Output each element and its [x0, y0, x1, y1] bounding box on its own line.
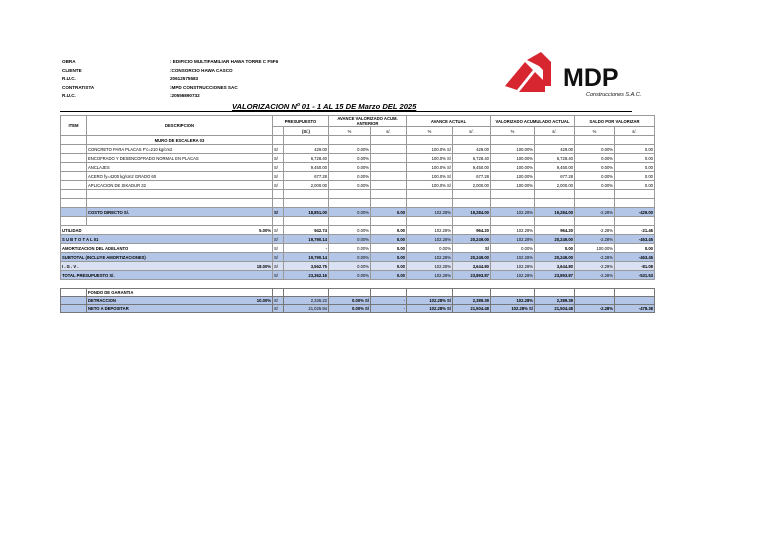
avance-actual-header: AVANCE ACTUAL — [407, 116, 491, 127]
saldo-value: -531.53 — [615, 271, 655, 280]
column-header-row — [61, 116, 655, 127]
anterior-value — [371, 163, 407, 172]
summary-label: AMORTIZACION DEL ADELANTO — [61, 244, 273, 253]
anterior-pct: 0.00% — [329, 145, 371, 154]
cell — [87, 217, 273, 226]
saldo-pct: 0.00% — [575, 154, 615, 163]
actual-value: 6,728.40 — [453, 154, 491, 163]
cell — [453, 199, 491, 208]
saldo-value: 0.00 — [615, 181, 655, 190]
header-label: R.U.C. — [62, 93, 76, 99]
cell — [575, 190, 615, 199]
acumulado-pct: 102.28% S/ — [491, 305, 535, 313]
saldo-pct: 0.00% — [575, 145, 615, 154]
anterior-value: 0.00 — [371, 244, 407, 253]
item-description: ACERO fy=4200 kg/cm2 GRADO 60 — [87, 172, 273, 181]
saldo-pct: 0.00% — [575, 181, 615, 190]
costo-directo-label: COSTO DIRECTO S/. — [87, 208, 273, 217]
acumulado-pct: 102.28% — [491, 297, 535, 305]
actual-value: 429.00 — [453, 145, 491, 154]
anterior-pct: 0.00% S/ — [329, 305, 371, 313]
cell — [491, 190, 535, 199]
cell — [371, 217, 407, 226]
anterior-pct: 0.00% S/ — [329, 297, 371, 305]
acumulado-value: 2,000.00 — [535, 181, 575, 190]
saldo-value: -21.46 — [615, 226, 655, 235]
actual-value: 9,450.00 — [453, 163, 491, 172]
cell — [371, 289, 407, 297]
summary-presupuesto: 19,790.14 — [284, 235, 329, 244]
summary-row — [61, 244, 655, 253]
presupuesto-value: 677.28 — [284, 172, 329, 181]
actual-value: 2,000.00 — [453, 181, 491, 190]
guarantee-label: DETRACCION 10.00% — [88, 298, 271, 303]
cell — [453, 217, 491, 226]
anterior-pct: 0.00% — [329, 244, 371, 253]
cell — [407, 136, 453, 145]
fondo-label: FONDO DE GARANTIA — [87, 289, 273, 297]
svg-text:Construcciones S.A.C.: Construcciones S.A.C. — [586, 92, 642, 98]
fondo-row — [61, 289, 655, 297]
saldo-pct: -2.28% — [575, 271, 615, 280]
presupuesto-value: 2,000.00 — [284, 181, 329, 190]
actual-value: 21,504.48 — [453, 305, 491, 313]
actual-value: 964.20 — [453, 226, 491, 235]
acumulado-pct: 102.28% — [491, 262, 535, 271]
cell — [407, 199, 453, 208]
saldo-pct: -2.28% — [575, 305, 615, 313]
guarantee-pct: 10.00% — [256, 298, 271, 303]
acumulado-value: 429.00 — [535, 145, 575, 154]
costo-directo-presupuesto: 18,851.00 — [284, 208, 329, 217]
summary-label: S U B T O T A L 01 — [61, 235, 273, 244]
company-logo — [503, 52, 642, 102]
summary-pct: 18.00% — [256, 263, 271, 269]
currency: S/ — [273, 244, 284, 253]
svg-text:MDP: MDP — [563, 64, 619, 92]
header-row — [62, 58, 278, 67]
currency: S/ — [273, 154, 284, 163]
saldo-value — [615, 297, 655, 305]
saldo-header: SALDO POR VALORIZAR — [575, 116, 655, 127]
cell — [273, 289, 284, 297]
guarantee-label: NETO A DEPOSITAR — [87, 305, 273, 313]
acumulado-pct: 100.00% — [491, 154, 535, 163]
empty-row — [61, 217, 655, 226]
acumulado-pct: 102.28% — [491, 253, 535, 262]
saldo-value: 0.00 — [615, 154, 655, 163]
header-row — [62, 67, 278, 76]
anterior-pct: 0.00% — [329, 163, 371, 172]
item-number — [61, 145, 87, 154]
cell — [535, 289, 575, 297]
cell — [453, 136, 491, 145]
currency: S/ — [273, 226, 284, 235]
actual-pct: 100.0% S/ — [407, 172, 453, 181]
cell — [61, 199, 87, 208]
cell — [284, 136, 329, 145]
guarantee-table — [60, 288, 655, 313]
descripcion-header: DESCRIPCION — [87, 116, 273, 136]
cell — [273, 190, 284, 199]
item-description: ENCOFRADO Y DESENCOFRADO NORMAL EN PLACAS — [87, 154, 273, 163]
table-row — [61, 145, 655, 154]
cell — [407, 190, 453, 199]
valuation-table — [60, 115, 655, 280]
acumulado-pct: 100.00% — [491, 145, 535, 154]
saldo-pct: -2.28% — [575, 253, 615, 262]
cell — [535, 190, 575, 199]
currency: S/ — [273, 297, 284, 305]
cell — [407, 217, 453, 226]
summary-label: UTILIDAD 5.00% — [62, 227, 271, 233]
cell — [615, 136, 655, 145]
anterior-value: 0.00 — [371, 235, 407, 244]
header-value: :CONSORCIO HAWA CASCO — [170, 67, 233, 73]
presupuesto-value: 6,728.40 — [284, 154, 329, 163]
item-number — [61, 154, 87, 163]
header-label: CLIENTE — [62, 67, 82, 73]
cell — [407, 289, 453, 297]
cell — [371, 199, 407, 208]
header-label: R.U.C. — [62, 76, 76, 82]
cell — [61, 136, 87, 145]
anterior-pct: 0.00% — [329, 226, 371, 235]
cell — [453, 190, 491, 199]
header-label: OBRA — [62, 59, 76, 64]
item-description: CONCRETO PARA PLACAS F'c=210 kg/cm2 — [87, 145, 273, 154]
summary-label: SUBTOTAL (INCLUYE AMORTIZACIONES) — [61, 253, 273, 262]
cell — [61, 297, 87, 305]
avance-anterior-header: AVANCE VALORIZADO ACUM. ANTERIOR — [329, 116, 407, 127]
cell — [615, 289, 655, 297]
header-value: :MPD CONSTRUCCIONES SAC — [170, 84, 238, 90]
summary-row — [61, 262, 655, 271]
cell — [61, 217, 87, 226]
header-value: : EDIFICIO MULTIFAMILIAR HAWA TORRE C F5F6 — [170, 59, 279, 64]
acumulado-value: 23,893.87 — [535, 271, 575, 280]
currency: S/ — [273, 262, 284, 271]
anterior-value: - — [371, 297, 407, 305]
item-header: ITEM — [61, 116, 87, 136]
summary-presupuesto: 942.74 — [284, 226, 329, 235]
guarantee-presupuesto: 2,336.22 — [284, 297, 329, 305]
cell — [61, 190, 87, 199]
unit-header: % — [407, 127, 453, 136]
actual-value: 20,249.00 — [453, 235, 491, 244]
anterior-value: 0.00 — [371, 226, 407, 235]
actual-value: 20,249.00 — [453, 253, 491, 262]
acumulado-value: 677.28 — [535, 172, 575, 181]
saldo-value: -463.45 — [615, 235, 655, 244]
guarantee-row — [61, 297, 655, 305]
title-divider — [60, 111, 632, 112]
presupuesto-value: 9,450.00 — [284, 163, 329, 172]
cell — [329, 199, 371, 208]
empty-row — [61, 199, 655, 208]
anterior-value: - — [371, 305, 407, 313]
cell — [615, 190, 655, 199]
cell — [491, 136, 535, 145]
header-row — [62, 84, 278, 93]
summary-row — [61, 226, 655, 235]
actual-pct: 102.28% S/ — [407, 305, 453, 313]
acumulado-pct: 102.28% — [491, 208, 535, 217]
unit-header: % — [329, 127, 371, 136]
cell — [329, 136, 371, 145]
anterior-pct: 0.00% — [329, 154, 371, 163]
table-row — [61, 181, 655, 190]
summary-presupuesto: - — [284, 244, 329, 253]
cell — [491, 217, 535, 226]
section-title: MURO DE ESCALERA 03 — [87, 136, 273, 145]
acumulado-value: 21,504.48 — [535, 305, 575, 313]
unit-header: s/. — [453, 127, 491, 136]
actual-value: 3,644.80 — [453, 262, 491, 271]
saldo-value: 0.00 — [615, 244, 655, 253]
acumulado-pct: 102.28% — [491, 226, 535, 235]
cell — [491, 199, 535, 208]
saldo-value: 0.00 — [615, 172, 655, 181]
actual-pct: 100.0% S/ — [407, 145, 453, 154]
saldo-value: -463.45 — [615, 253, 655, 262]
cell — [273, 136, 284, 145]
header-row — [62, 75, 278, 84]
acumulado-value: 0.00 — [535, 244, 575, 253]
cell — [615, 199, 655, 208]
cell — [87, 190, 273, 199]
cell — [284, 190, 329, 199]
anterior-value — [371, 172, 407, 181]
summary-presupuesto: 23,362.16 — [284, 271, 329, 280]
cell — [371, 136, 407, 145]
saldo-value: -478.38 — [615, 305, 655, 313]
cell — [284, 199, 329, 208]
acumulado-pct: 0.00% — [491, 244, 535, 253]
saldo-value: -81.08 — [615, 262, 655, 271]
saldo-value: -429.00 — [615, 208, 655, 217]
summary-label: TOTAL PRESUPUESTO S/. — [61, 271, 273, 280]
actual-pct: 102.28% — [407, 208, 453, 217]
cell — [535, 217, 575, 226]
actual-pct: 100.0% S/ — [407, 163, 453, 172]
header-label: CONTRATISTA — [62, 84, 95, 90]
currency: S/ — [273, 235, 284, 244]
saldo-pct: -2.29% — [575, 262, 615, 271]
summary-presupuesto: 3,562.75 — [284, 262, 329, 271]
acumulado-value: 2,389.39 — [535, 297, 575, 305]
cell — [535, 136, 575, 145]
cell — [284, 217, 329, 226]
currency: S/ — [273, 271, 284, 280]
actual-value: 23,893.87 — [453, 271, 491, 280]
actual-pct: 102.28% — [407, 271, 453, 280]
summary-row — [61, 253, 655, 262]
table-row — [61, 172, 655, 181]
cell — [329, 190, 371, 199]
actual-pct: 100.0% S/ — [407, 154, 453, 163]
item-number — [61, 163, 87, 172]
cell — [491, 289, 535, 297]
saldo-pct: 100.00% — [575, 244, 615, 253]
cell — [575, 289, 615, 297]
acumulado-value: 20,249.00 — [535, 235, 575, 244]
anterior-pct: 0.00% — [329, 253, 371, 262]
item-description: ANCLAJES — [87, 163, 273, 172]
actual-pct: 102.28% S/ — [407, 297, 453, 305]
acumulado-value: 6,728.40 — [535, 154, 575, 163]
cell — [453, 289, 491, 297]
saldo-value: 0.00 — [615, 163, 655, 172]
saldo-value: 0.00 — [615, 145, 655, 154]
section-row — [61, 136, 655, 145]
anterior-pct: 0.00% — [329, 235, 371, 244]
actual-pct: 102.28% — [407, 253, 453, 262]
anterior-value: 0.00 — [371, 271, 407, 280]
acumulado-value: 20,249.00 — [535, 253, 575, 262]
actual-value: 19,284.00 — [453, 208, 491, 217]
unit-header: s/. — [615, 127, 655, 136]
project-header — [62, 58, 278, 101]
actual-pct: 100.0% S/ — [407, 181, 453, 190]
saldo-pct — [575, 297, 615, 305]
cell — [575, 199, 615, 208]
header-value: 20612575583 — [170, 76, 199, 82]
actual-pct: 0.00% — [407, 244, 453, 253]
cell — [284, 289, 329, 297]
anterior-value — [371, 181, 407, 190]
cell — [61, 305, 87, 313]
actual-value: 677.28 — [453, 172, 491, 181]
anterior-value — [371, 145, 407, 154]
actual-value: S/ — [453, 244, 491, 253]
acumulado-value: 9,450.00 — [535, 163, 575, 172]
cell — [87, 199, 273, 208]
currency: S/ — [273, 305, 284, 313]
acumulado-pct: 100.00% — [491, 172, 535, 181]
currency: S/ — [273, 172, 284, 181]
cell — [273, 217, 284, 226]
guarantee-presupuesto: 21,025.94 — [284, 305, 329, 313]
unit-header: s/. — [371, 127, 407, 136]
summary-pct: 5.00% — [259, 227, 271, 233]
anterior-pct: 0.00% — [329, 181, 371, 190]
cell — [371, 190, 407, 199]
header-value: :20556890732 — [170, 93, 200, 99]
unit-header: % — [575, 127, 615, 136]
saldo-pct: -2.28% — [575, 208, 615, 217]
cell — [575, 217, 615, 226]
header-row — [62, 92, 278, 101]
saldo-pct: 0.00% — [575, 163, 615, 172]
cell — [61, 289, 87, 297]
saldo-pct: -2.28% — [575, 226, 615, 235]
acumulado-value: 3,644.80 — [535, 262, 575, 271]
table-row — [61, 163, 655, 172]
cell — [273, 199, 284, 208]
actual-pct: 102.28% — [407, 226, 453, 235]
unit-header: % — [491, 127, 535, 136]
cell — [329, 289, 371, 297]
actual-pct: 102.28% — [407, 235, 453, 244]
saldo-pct: -2.28% — [575, 235, 615, 244]
summary-presupuesto: 19,790.14 — [284, 253, 329, 262]
guarantee-row — [61, 305, 655, 313]
unit-header: s/. — [535, 127, 575, 136]
saldo-pct: 0.00% — [575, 172, 615, 181]
actual-pct: 102.28% — [407, 262, 453, 271]
currency: S/ — [273, 181, 284, 190]
summary-label: I . G . V . 18.00% — [62, 263, 271, 269]
acumulado-pct: 102.28% — [491, 235, 535, 244]
item-number — [61, 181, 87, 190]
anterior-value — [371, 154, 407, 163]
anterior-pct: 0.00% — [329, 208, 371, 217]
anterior-value: 0.00 — [371, 208, 407, 217]
anterior-value: 0.00 — [371, 262, 407, 271]
summary-row — [61, 271, 655, 280]
acumulado-pct: 102.28% — [491, 271, 535, 280]
document-title: VALORIZACION Nº 01 - 1 AL 15 DE Marzo DEL 2025 — [232, 102, 417, 111]
item-number — [61, 172, 87, 181]
anterior-pct: 0.00% — [329, 262, 371, 271]
cell — [535, 199, 575, 208]
presupuesto-value: 429.00 — [284, 145, 329, 154]
currency: S/ — [273, 163, 284, 172]
anterior-value: 0.00 — [371, 253, 407, 262]
cell — [615, 217, 655, 226]
cell — [61, 208, 87, 217]
currency: S/ — [273, 253, 284, 262]
presupuesto-unit: (S/.) — [284, 127, 329, 136]
item-description: APLICACION DE SIKADUR 32 — [87, 181, 273, 190]
acumulado-pct: 100.00% — [491, 181, 535, 190]
actual-value: 2,389.39 — [453, 297, 491, 305]
acumulado-value: 19,284.00 — [535, 208, 575, 217]
summary-row — [61, 235, 655, 244]
currency: S/ — [273, 145, 284, 154]
acumulado-pct: 100.00% — [491, 163, 535, 172]
empty-row — [61, 190, 655, 199]
presupuesto-header: PRESUPUESTO — [273, 116, 329, 127]
cell — [329, 217, 371, 226]
acumulado-value: 964.20 — [535, 226, 575, 235]
table-row — [61, 154, 655, 163]
currency: S/ — [273, 208, 284, 217]
anterior-pct: 0.00% — [329, 271, 371, 280]
cell — [575, 136, 615, 145]
costo-directo-row — [61, 208, 655, 217]
cell — [273, 127, 284, 136]
anterior-pct: 0.00% — [329, 172, 371, 181]
valorizado-acumulado-header: VALORIZADO ACUMULADO ACTUAL — [491, 116, 575, 127]
